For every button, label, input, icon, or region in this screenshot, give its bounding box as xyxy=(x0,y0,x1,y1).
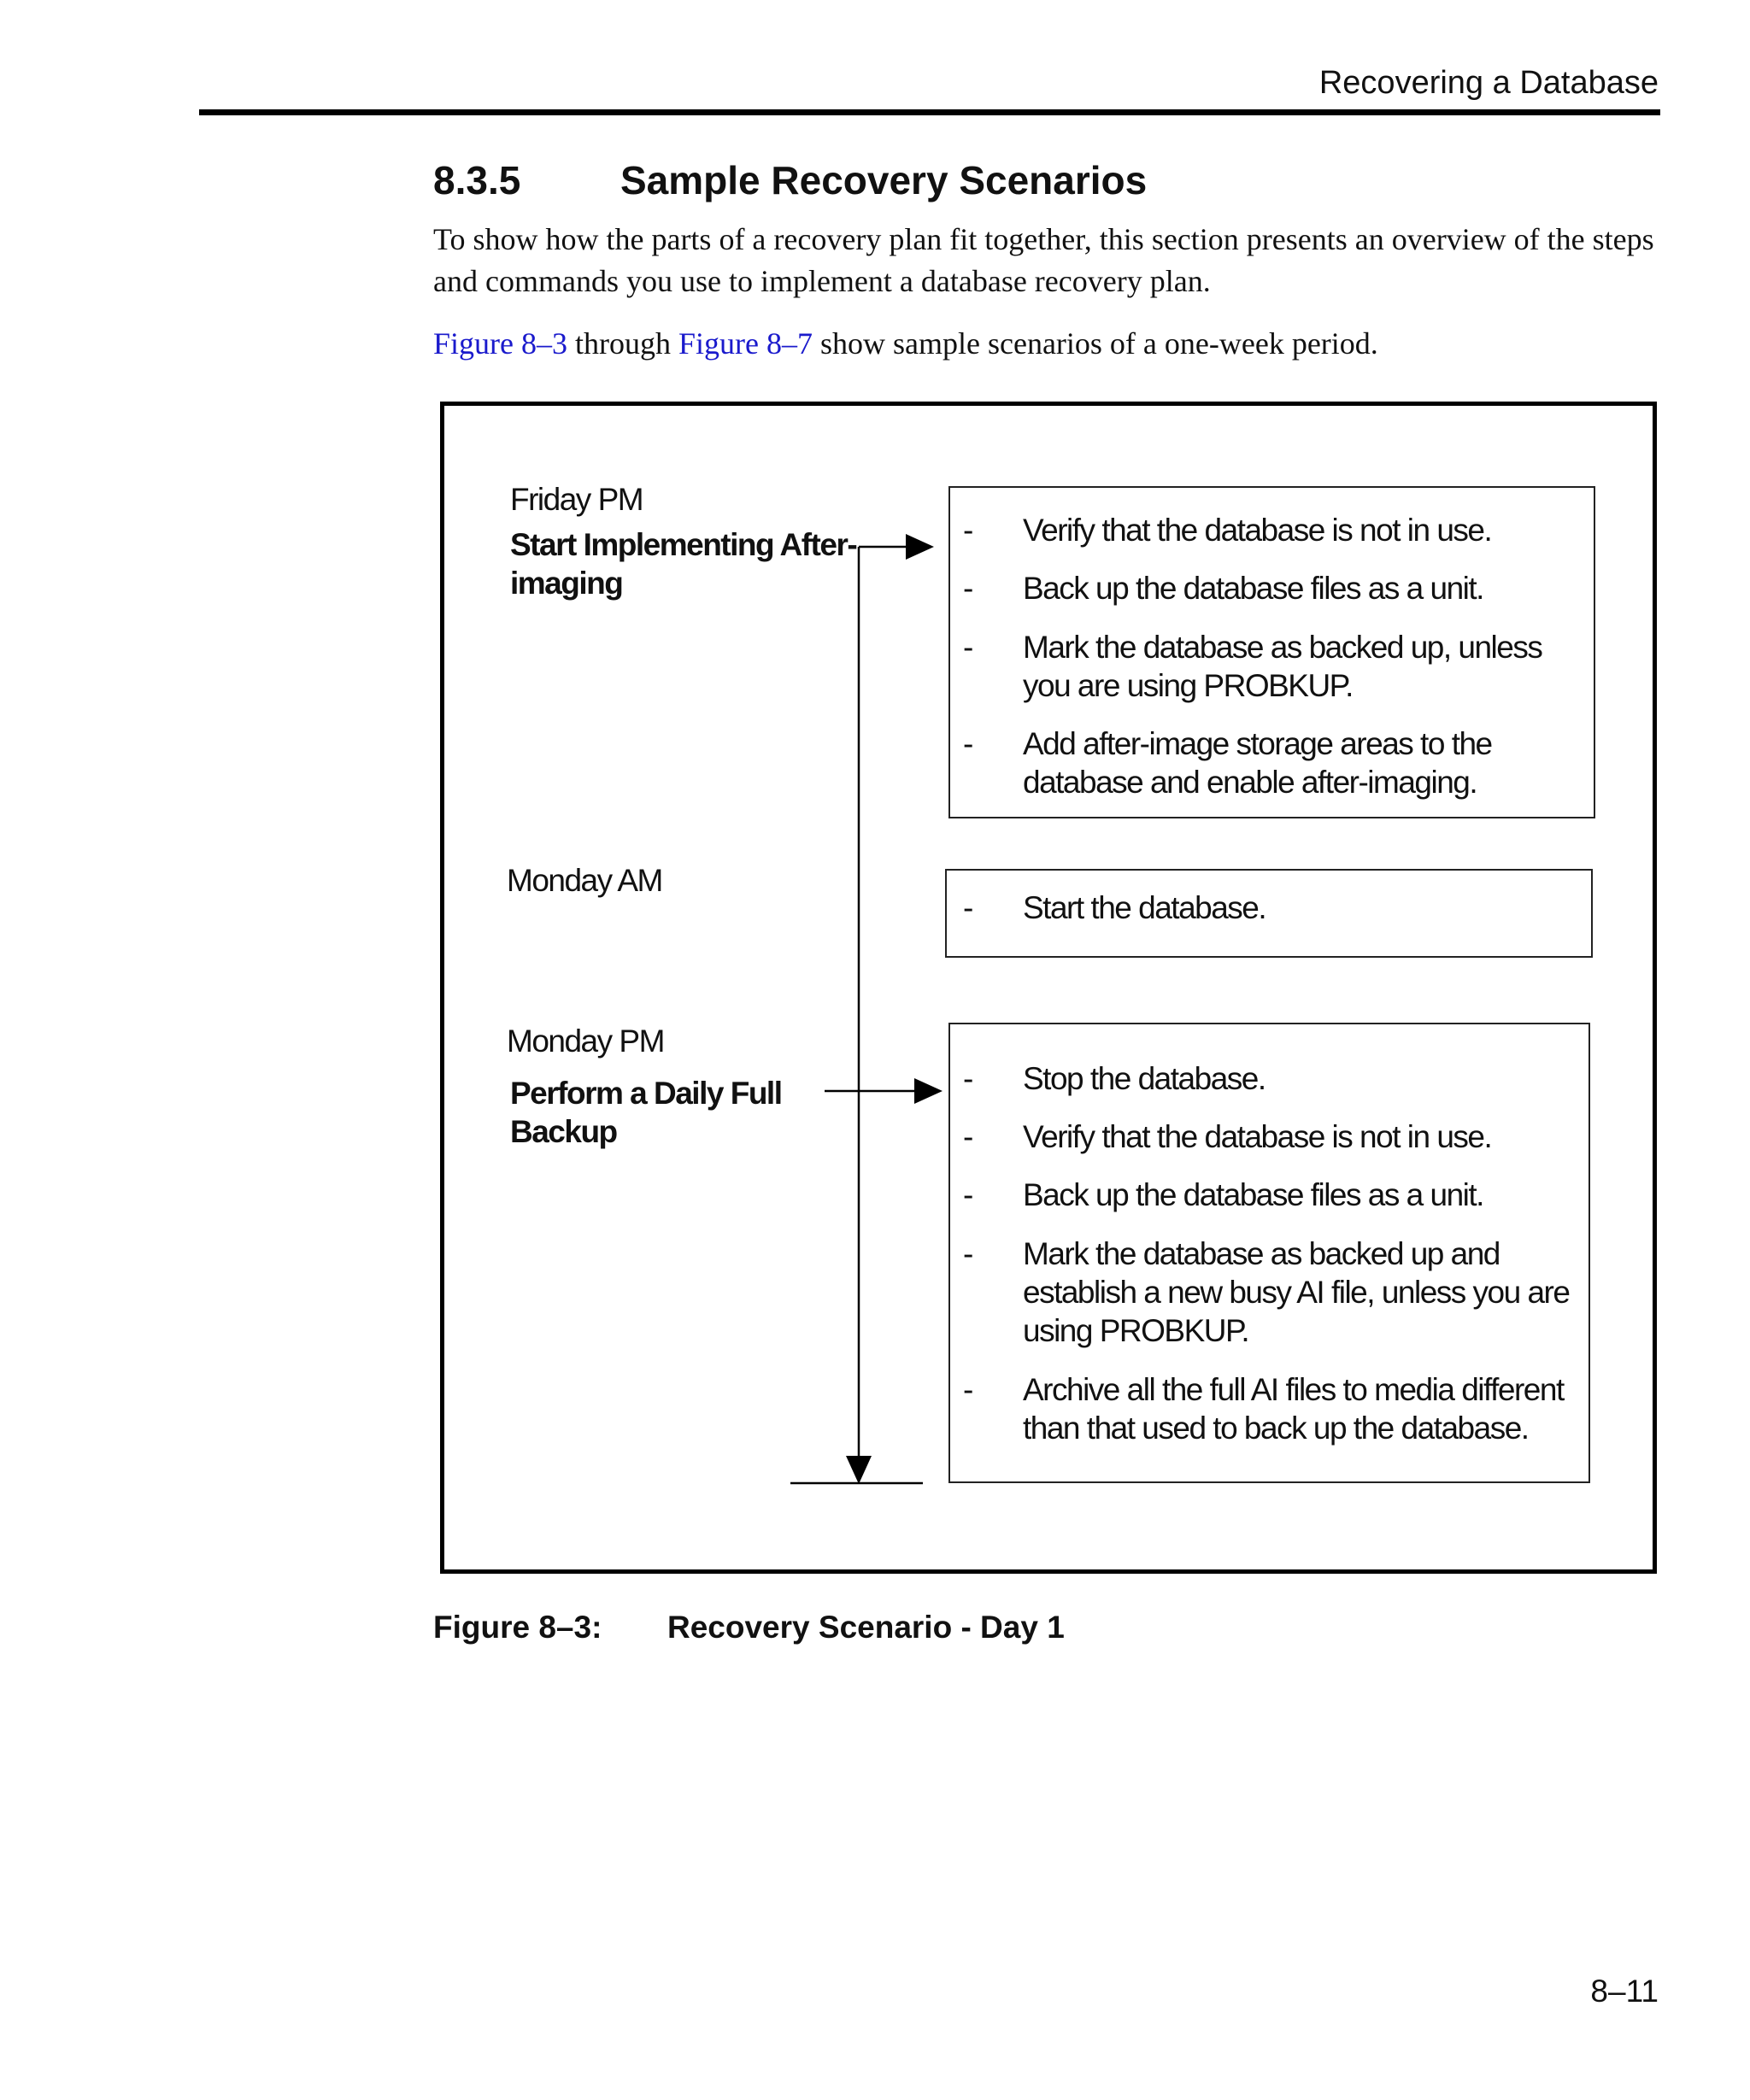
step-text: Add after-image storage areas to the xyxy=(1023,726,1492,761)
time-label-friday-pm: Friday PM xyxy=(510,482,643,517)
figure-caption-title: Recovery Scenario - Day 1 xyxy=(667,1610,1065,1645)
step-text: Mark the database as backed up and xyxy=(1023,1236,1500,1271)
bullet-dash: - xyxy=(963,1119,974,1154)
step-text: than that used to back up the database. xyxy=(1023,1411,1529,1446)
section-number: 8.3.5 xyxy=(433,158,521,202)
intro-paragraph: To show how the parts of a recovery plan fit together, this section presents an overview of the steps and commands you use to implement a database recovery plan. xyxy=(433,222,1654,298)
step-text: Mark the database as backed up, unless xyxy=(1023,630,1542,665)
bullet-dash: - xyxy=(963,571,974,606)
page-number: 8–11 xyxy=(1590,1974,1659,2009)
step-text: using PROBKUP. xyxy=(1023,1313,1249,1348)
bullet-dash: - xyxy=(963,513,974,548)
task-label-friday-line2: imaging xyxy=(510,566,623,601)
step-text: Stop the database. xyxy=(1023,1061,1266,1096)
step-text: Archive all the full AI files to media different xyxy=(1023,1372,1564,1407)
step-text: Back up the database files as a unit. xyxy=(1023,1177,1483,1212)
through-text: through xyxy=(567,326,678,361)
bullet-dash: - xyxy=(963,1177,974,1212)
step-text: Verify that the database is not in use. xyxy=(1023,513,1492,548)
friday-arrowhead xyxy=(906,534,934,560)
time-label-monday-am: Monday AM xyxy=(507,863,662,898)
running-header: Recovering a Database xyxy=(1318,65,1659,101)
step-text: Start the database. xyxy=(1023,890,1266,925)
figure-link-8-3[interactable]: Figure 8–3 xyxy=(433,326,567,361)
monday-pm-arrowhead xyxy=(914,1078,943,1104)
task-label-monday-line2: Backup xyxy=(510,1114,617,1149)
figure-caption-number: Figure 8–3: xyxy=(433,1610,602,1645)
figure-link-8-7[interactable]: Figure 8–7 xyxy=(678,326,813,361)
bullet-dash: - xyxy=(963,1061,974,1096)
time-label-monday-pm: Monday PM xyxy=(507,1024,664,1059)
section-title: Sample Recovery Scenarios xyxy=(620,158,1148,202)
step-text: you are using PROBKUP. xyxy=(1023,668,1353,703)
tail-text: show sample scenarios of a one-week period. xyxy=(813,326,1378,361)
step-text: database and enable after-imaging. xyxy=(1023,765,1477,800)
bullet-dash: - xyxy=(963,630,974,665)
timeline-arrowhead xyxy=(846,1456,872,1484)
bullet-dash: - xyxy=(963,1236,974,1271)
figure-caption xyxy=(433,1611,1065,1643)
step-text: establish a new busy AI file, unless you are xyxy=(1023,1275,1570,1310)
step-text: Back up the database files as a unit. xyxy=(1023,571,1483,606)
task-label-friday-line1: Start Implementing After- xyxy=(510,527,857,562)
task-label-monday-line1: Perform a Daily Full xyxy=(510,1076,782,1111)
bullet-dash: - xyxy=(963,1372,974,1407)
step-text: Verify that the database is not in use. xyxy=(1023,1119,1492,1154)
bullet-dash: - xyxy=(963,726,974,761)
bullet-dash: - xyxy=(963,890,974,925)
